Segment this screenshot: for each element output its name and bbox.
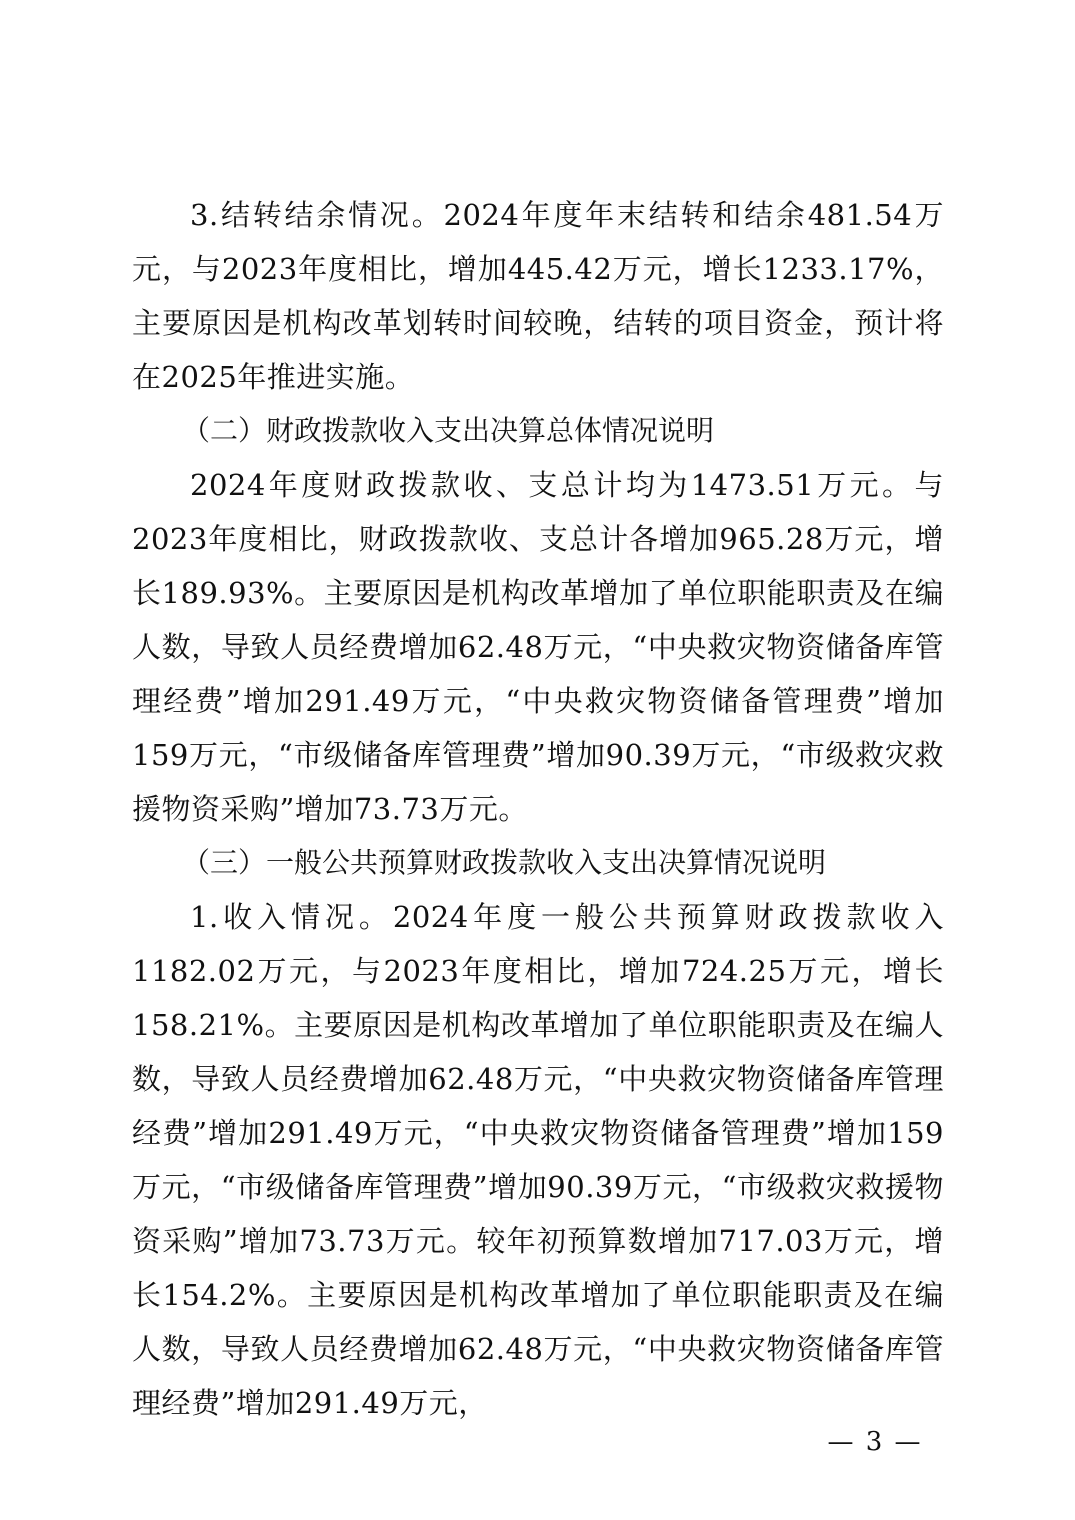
section-heading-3: （三）一般公共预算财政拨款收入支出决算情况说明 — [182, 846, 827, 879]
document-body — [132, 188, 944, 1430]
paragraph-fiscal-overall: 2024年度财政拨款收、支总计均为1473.51万元。与2023年度相比，财政拨款收、支总计各增加965.28万元，增长189.93%。主要原因是机构改革增加了单位职能职责及在编人数，导致人员经费增加62.48万元，“中央救灾物资储备库管理经费”增加291.49万元，“中央救灾物资储备管理费”增加159万元，“市级储备库管理费”增加90.39万元，“市级救灾救援物资采购”增加73.73万元。 — [132, 468, 944, 826]
section-heading-2: （二）财政拨款收入支出决算总体情况说明 — [182, 414, 715, 447]
paragraph-carryover-balance: 3.结转结余情况。2024年度年末结转和结余481.54万元，与2023年度相比，增加445.42万元，增长1233.17%，主要原因是机构改革划转时间较晚，结转的项目资金，预计将在2025年推进实施。 — [132, 198, 944, 394]
page-number: — 3 — — [827, 1427, 923, 1457]
paragraph-general-budget-income: 1.收入情况。2024年度一般公共预算财政拨款收入1182.02万元，与2023年度相比，增加724.25万元，增长158.21%。主要原因是机构改革增加了单位职能职责及在编人数，导致人员经费增加62.48万元，“中央救灾物资储备库管理经费”增加291.49万元，“中央救灾物资储备管理费”增加159万元，“市级储备库管理费”增加90.39万元，“市级救灾救援物资采购”增加73.73万元。较年初预算数增加717.03万元，增长154.2%。主要原因是机构改革增加了单位职能职责及在编人数，导致人员经费增加62.48万元，“中央救灾物资储备库管理经费”增加291.49万元， — [132, 900, 944, 1420]
